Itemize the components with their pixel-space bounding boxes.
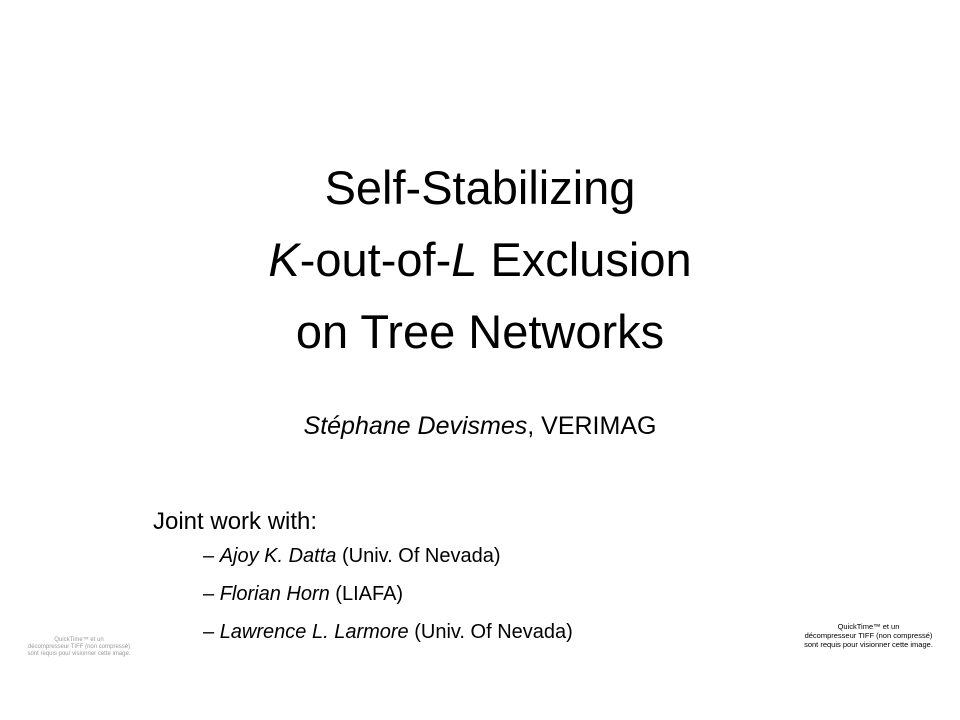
- collaborator-affiliation: (LIAFA): [329, 583, 404, 605]
- collaborator-affiliation: (Univ. Of Nevada): [408, 621, 573, 643]
- collaborator-item: [203, 544, 573, 582]
- list-dash: –: [203, 545, 220, 567]
- title-exclusion: Exclusion: [477, 233, 692, 286]
- collaborator-name: Florian Horn: [219, 583, 330, 605]
- author-line: [0, 408, 960, 444]
- title-line-2: [0, 224, 960, 296]
- title-k: K: [268, 233, 300, 286]
- joint-work-label: Joint work with:: [153, 508, 318, 535]
- quicktime-placeholder-right: QuickTime™ et un décompresseur TIFF (non compressé) sont requis pour visionner cette image.: [804, 622, 933, 649]
- title-l: L: [451, 233, 478, 286]
- collaborator-item: [203, 620, 573, 658]
- author-affiliation: , VERIMAG: [527, 412, 657, 440]
- title-out-of: -out-of-: [299, 233, 452, 286]
- list-dash: –: [203, 621, 220, 643]
- title-line-1: Self-Stabilizing: [324, 161, 636, 214]
- list-dash: –: [203, 583, 220, 605]
- collaborator-item: [203, 582, 573, 620]
- slide-title: [0, 152, 960, 368]
- collaborator-name: Lawrence L. Larmore: [219, 621, 409, 643]
- collaborator-name: Ajoy K. Datta: [219, 545, 337, 567]
- quicktime-placeholder-left: QuickTime™ et un décompresseur TIFF (non compressé) sont requis pour visionner cette image.: [27, 637, 131, 657]
- collaborator-affiliation: (Univ. Of Nevada): [336, 545, 501, 567]
- collaborator-list: [203, 544, 573, 658]
- author-name: Stéphane Devismes: [303, 412, 528, 440]
- title-line-3: on Tree Networks: [295, 305, 665, 358]
